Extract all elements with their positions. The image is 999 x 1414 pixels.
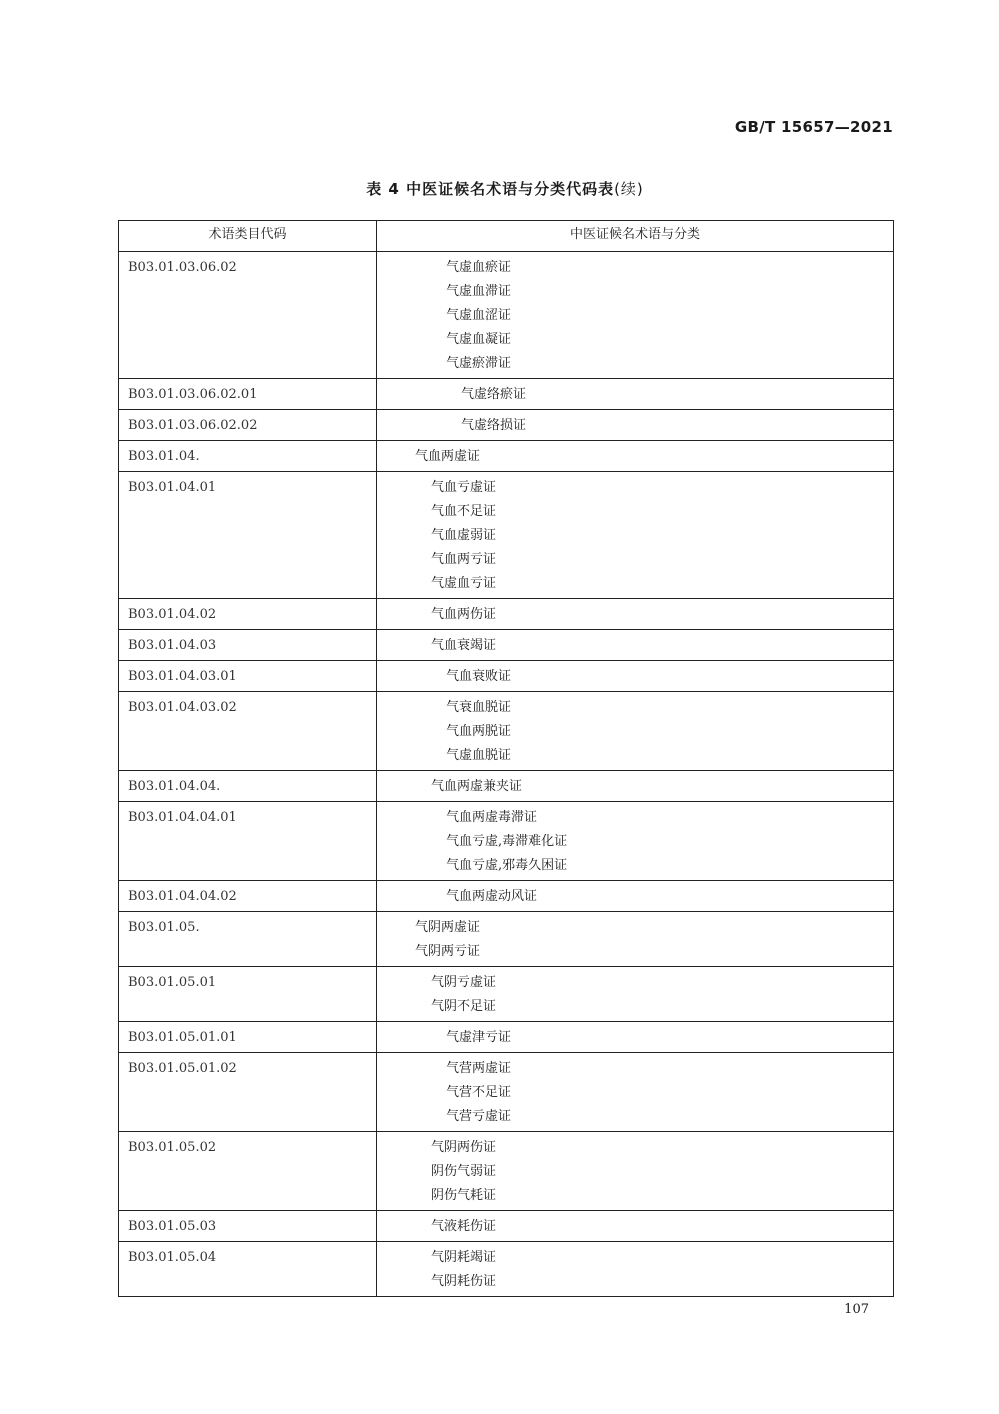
- syndrome-term: 气血两亏证: [431, 552, 497, 567]
- table-title: [0, 178, 999, 199]
- syndrome-term: 气衰血脱证: [446, 700, 512, 715]
- term-list: [377, 599, 894, 630]
- term-list: [377, 692, 894, 771]
- classification-code-table: [118, 220, 894, 1297]
- table-row: [119, 630, 894, 661]
- syndrome-term: 气营两虚证: [446, 1061, 512, 1076]
- syndrome-term: 气血衰败证: [446, 669, 512, 684]
- term-list: [377, 1022, 894, 1053]
- syndrome-term: 气液耗伤证: [431, 1219, 497, 1234]
- syndrome-term: 气血虚弱证: [431, 528, 497, 543]
- category-code: B03.01.04.03.02: [119, 692, 377, 771]
- term-list: [377, 881, 894, 912]
- category-code: B03.01.04.02: [119, 599, 377, 630]
- category-code: B03.01.05.02: [119, 1132, 377, 1211]
- syndrome-term: 气营不足证: [446, 1085, 512, 1100]
- syndrome-term: 气虚血瘀证: [446, 260, 512, 275]
- category-code: B03.01.04.03.01: [119, 661, 377, 692]
- syndrome-term: 气阴亏虚证: [431, 975, 497, 990]
- syndrome-term: 气血衰竭证: [431, 638, 497, 653]
- table-row: [119, 379, 894, 410]
- term-list: [377, 410, 894, 441]
- table-row: [119, 881, 894, 912]
- table-row: [119, 441, 894, 472]
- category-code: B03.01.03.06.02.01: [119, 379, 377, 410]
- term-list: [377, 472, 894, 599]
- syndrome-term: 气虚津亏证: [446, 1030, 512, 1045]
- syndrome-term: 气虚络损证: [461, 418, 527, 433]
- syndrome-term: 阴伤气耗证: [431, 1188, 497, 1203]
- table-row: [119, 692, 894, 771]
- syndrome-term: 气营亏虚证: [446, 1109, 512, 1124]
- syndrome-term: 气血亏虚证: [431, 480, 497, 495]
- table-row: [119, 802, 894, 881]
- term-list: [377, 661, 894, 692]
- syndrome-term: 气阴耗竭证: [431, 1250, 497, 1265]
- table-row: [119, 252, 894, 379]
- category-code: B03.01.05.01.02: [119, 1053, 377, 1132]
- table-row: [119, 771, 894, 802]
- table-row: [119, 472, 894, 599]
- term-list: [377, 379, 894, 410]
- syndrome-term: 气血两脱证: [446, 724, 512, 739]
- page-number: 107: [844, 1302, 869, 1317]
- category-code: B03.01.04.01: [119, 472, 377, 599]
- category-code: B03.01.05.04: [119, 1242, 377, 1297]
- category-code: B03.01.04.04.: [119, 771, 377, 802]
- table-row: [119, 1211, 894, 1242]
- syndrome-term: 气虚瘀滞证: [446, 356, 512, 371]
- syndrome-term: 气虚血脱证: [446, 748, 512, 763]
- syndrome-term: 气血两虚动风证: [446, 889, 538, 904]
- syndrome-term: 气虚血凝证: [446, 332, 512, 347]
- term-list: [377, 967, 894, 1022]
- syndrome-term: 气虚血亏证: [431, 576, 497, 591]
- table-header-row: [119, 221, 894, 252]
- table-title-suffix: (续): [614, 180, 644, 198]
- term-list: [377, 252, 894, 379]
- syndrome-term: 气血两虚证: [415, 449, 481, 464]
- table-body: [119, 252, 894, 1297]
- table-row: [119, 912, 894, 967]
- standard-number: GB/T 15657—2021: [734, 118, 893, 136]
- category-code: B03.01.05.01: [119, 967, 377, 1022]
- table-title-main: 表 4 中医证候名术语与分类代码表: [366, 180, 615, 198]
- syndrome-term: 气阴两伤证: [431, 1140, 497, 1155]
- syndrome-term: 气阴不足证: [431, 999, 497, 1014]
- category-code: B03.01.05.: [119, 912, 377, 967]
- table-row: [119, 410, 894, 441]
- category-code: B03.01.05.01.01: [119, 1022, 377, 1053]
- syndrome-term: 气血不足证: [431, 504, 497, 519]
- category-code: B03.01.04.04.01: [119, 802, 377, 881]
- syndrome-term: 气虚血涩证: [446, 308, 512, 323]
- column-header-terms: 中医证候名术语与分类: [377, 221, 894, 252]
- syndrome-term: 气虚络瘀证: [461, 387, 527, 402]
- category-code: B03.01.04.03: [119, 630, 377, 661]
- table-row: [119, 661, 894, 692]
- syndrome-term: 气血亏虚,邪毒久困证: [446, 858, 568, 873]
- syndrome-term: 气阴两虚证: [415, 920, 481, 935]
- syndrome-term: 气血两伤证: [431, 607, 497, 622]
- term-list: [377, 1132, 894, 1211]
- syndrome-term: 阴伤气弱证: [431, 1164, 497, 1179]
- category-code: B03.01.03.06.02.02: [119, 410, 377, 441]
- term-list: [377, 630, 894, 661]
- syndrome-term: 气血两虚毒滞证: [446, 810, 538, 825]
- syndrome-term: 气阴两亏证: [415, 944, 481, 959]
- term-list: [377, 1211, 894, 1242]
- term-list: [377, 771, 894, 802]
- term-list: [377, 1242, 894, 1297]
- term-list: [377, 441, 894, 472]
- table-row: [119, 1242, 894, 1297]
- term-list: [377, 1053, 894, 1132]
- syndrome-term: 气血亏虚,毒滞难化证: [446, 834, 568, 849]
- term-list: [377, 912, 894, 967]
- term-list: [377, 802, 894, 881]
- category-code: B03.01.04.04.02: [119, 881, 377, 912]
- table-row: [119, 1132, 894, 1211]
- table-row: [119, 1022, 894, 1053]
- syndrome-term: 气虚血滞证: [446, 284, 512, 299]
- category-code: B03.01.04.: [119, 441, 377, 472]
- syndrome-term: 气阴耗伤证: [431, 1274, 497, 1289]
- category-code: B03.01.05.03: [119, 1211, 377, 1242]
- table-row: [119, 967, 894, 1022]
- syndrome-term: 气血两虚兼夹证: [431, 779, 523, 794]
- table-row: [119, 599, 894, 630]
- column-header-code: 术语类目代码: [119, 221, 377, 252]
- table-row: [119, 1053, 894, 1132]
- category-code: B03.01.03.06.02: [119, 252, 377, 379]
